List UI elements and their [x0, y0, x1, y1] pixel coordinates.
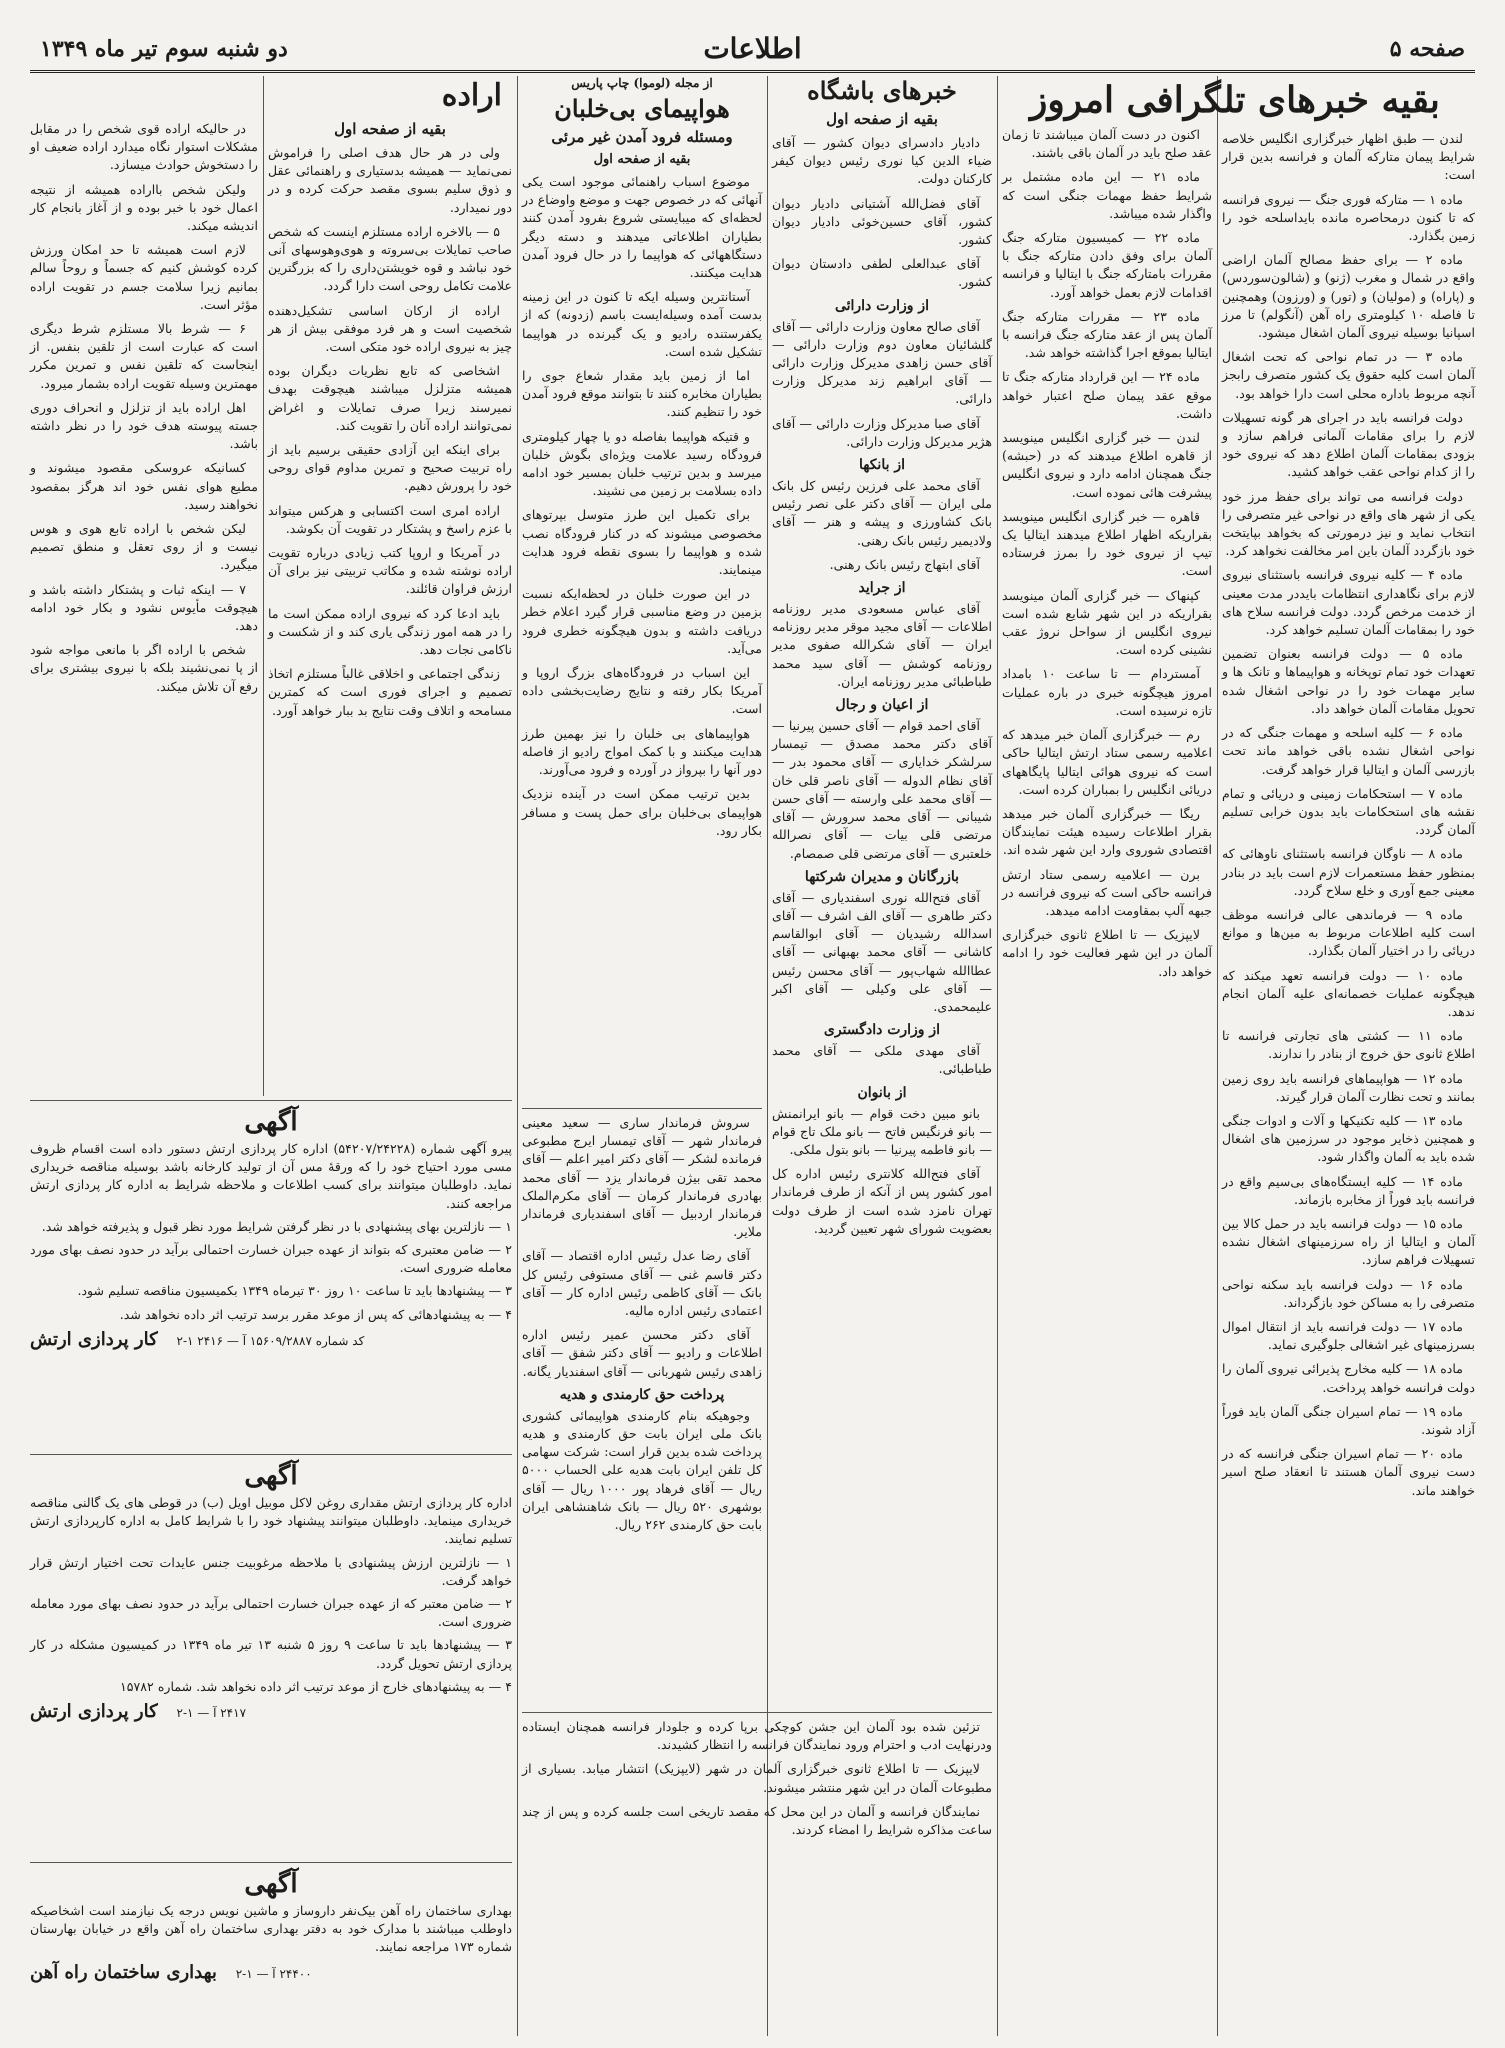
column-telegraph-2	[1002, 126, 1212, 2036]
column-bottom-middle	[522, 1718, 992, 2036]
paragraph: ماده ۷ — استحکامات زمینی و دریائی و تمام نقشه های استحکامات باید بدون خرابی تسلیم آلمان گردد.	[1222, 785, 1475, 838]
paragraph: آقای رضا عدل رئیس اداره اقتصاد — آقای دکتر قاسم غنی — آقای مستوفی رئیس کل بانک — آقای کاظمی رئیس اداره کار — آقای اعتمادی رئیس اداره مالیه.	[522, 1248, 762, 1319]
paragraph: آقای فتح‌الله کلانتری رئیس اداره کل امور کشور پس از آنکه از طرف فرماندار تهران نامزد شده است از طرف دولت بعضویت شورای شهر تعیین گردید.	[772, 1166, 992, 1236]
nobles-heading: از اعیان و رجال	[835, 697, 929, 714]
paragraph: لایپزیک — تا اطلاع ثانوی خبرگزاری آلمان در این شهر فعالیت خود را ادامه خواهد داد.	[1002, 927, 1212, 979]
paragraph: اشخاصی که تابع نظریات دیگران بوده همیشه متزلزل میباشند هیچوقت بهدف نمیرسند زیرا صرف تمایلات و اغراض نمی‌توانند اراده آنان را تقویت کند.	[268, 363, 512, 433]
paragraph: کپنهاک — خبر گزاری آلمان مینویسد بقراریکه در این شهر شایع شده است نیروی انگلیس از سواحل نروژ عقب نشینی کرده است.	[1002, 587, 1212, 658]
column-will	[268, 76, 512, 1096]
paragraph: ۳ — پیشنهادها باید تا ساعت ۱۰ روز ۳۰ تیرماه ۱۳۴۹ بکمیسیون مناقصه تسلیم شود.	[77, 1283, 512, 1299]
paragraph: اداره کار پردازی ارتش مقداری روغن لاکل موبیل اویل (ب) در قوطی های یک گالنی مناقصه خریداری مینماید. داوطلبان میتوانند پیشنهاد خود را با شرایط کامل به اداره کارپردازی ارتش تسلیم نمایند.	[30, 1495, 512, 1547]
paragraph: آقای فتح‌الله نوری اسفندیاری — آقای دکتر طاهری — آقای الف اشرف — آقای اسدالله رشیدیان — آقای ابوالقاسم کاشانی — آقای محمد بهبهانی — آقای عطاالله شهاب‌پور — آقای محسن رئیس — آقای علی وکیلی — آقای اکبر علیمحمدی.	[772, 889, 992, 1014]
paragraph: ماده ۱۷ — دولت فرانسه باید از انتقال اموال بسرزمینهای غیر اشغالی جلوگیری نماید.	[1222, 1318, 1475, 1353]
rights-body	[522, 1407, 762, 1534]
paragraph: سروش فرماندار ساری — سعید معینی فرماندار شهر — آقای تیمسار ایرج مطبوعی فرمانده لشکر — آقای دکتر امیر اعلم — آقای محمد تقی بیژن فرماندار یزد — آقای محمد بهادری فرماندار کرمان — آقای مکرم‌الملک فرماندار اردبیل — آقای اسفندیاری فرماندار ملایر.	[522, 1115, 762, 1240]
paragraph: در این صورت خلبان در لحظه‌ایکه نسبت بزمین در وضع مناسبی قرار گیرد اعلام خطر دریافت داشته و بدون هیچگونه خطری فرود می‌آید.	[522, 586, 762, 656]
paragraph: بهداری ساختمان راه آهن بیک‌نفر دارو‌ساز و ماشین نویس درجه یک نیازمند است اشخاصیکه داوطلب میباشند با مدارک خود به دفتر بهداری ساختمان راه آهن واقع در خیابان بهارستان شماره ۱۷۳ مراجعه نمایند.	[30, 1903, 512, 1955]
paragraph: دادیار دادسرای دیوان کشور — آقای ضیاء الدین کیا نوری رئیس دیوان کیفر کارکنان دولت.	[772, 135, 992, 187]
paragraph: کسانیکه عروسکی مقصود میشوند و مطیع هوای نفس خود اند هرگز بمقصود نخواهند رسید.	[30, 460, 258, 512]
paragraph: ۶ — شرط بالا مستلزم شرط دیگری است که عبارت است از تلقین بنفس. از اینجاست که تلقین نفس و تمرین مکرر مهمترین وسیله تقویت اراده بشمار میرود.	[30, 321, 258, 391]
paragraph: ماده ۱۱ — کشتی های تجارتی فرانسه تا اطلاع ثانوی حق خروج از بنادر را ندارند.	[1222, 1028, 1475, 1062]
paragraph: آقای صبا مدیرکل وزارت دارائی — آقای هژیر مدیرکل وزارت دارائی.	[772, 415, 992, 449]
paragraph: آقای مهدی ملکی — آقای محمد طباطبائی.	[772, 1043, 992, 1077]
justice-body	[772, 1042, 992, 1078]
paragraph: آقای محمد علی فرزین رئیس کل بانک ملی ایران — آقای دکتر علی نصر رئیس بانک کشاورزی و پیشه و هنر — آقای ولادیمیر رئیس بانک رهنی.	[772, 478, 992, 548]
women-heading: از بانوان	[857, 1084, 907, 1101]
ad-block-1	[30, 1104, 512, 1450]
banks-body	[772, 477, 992, 574]
ad-3-body	[30, 1902, 512, 1957]
paragraph: ماده ۸ — ناوگان فرانسه باستثنای ناوهائی که بمنظور حفظ مستعمرات لازم است باید در بنادر معینی جمع آوری و خلع سلاح گردد.	[1222, 846, 1475, 898]
paragraph: ۳ — پیشنهادها باید تا ساعت ۹ روز ۵ شنبه ۱۳ تیر ماه ۱۳۴۹ در کمیسیون مشکله در کار پردازی ارتش تحویل گردد.	[30, 1637, 512, 1671]
ad-3-footer	[30, 1962, 512, 1983]
ad-1-body	[30, 1140, 512, 1324]
ad-1-title: آگهی	[244, 1107, 298, 1137]
page-number: صفحه ۵	[1389, 36, 1465, 62]
paragraph: آقای عباس مسعودی مدیر روزنامه اطلاعات — آقای مجید موقر مدیر روزنامه ایران — آقای شکرالله صفوی مدیر روزنامه کوشش — آقای سید محمد طباطبائی مدیر روزنامه ایران.	[772, 601, 992, 689]
paragraph: آقای احمد قوام — آقای حسین پیرنیا — آقای دکتر محمد مصدق — تیمسار سرلشکر خدایاری — آقای محمود بدر — آقای نظام الدوله — آقای ناصر قلی خان — آقای محمد علی وارسته — آقای حسن شیبانی — آقای محمد سرورش — آقای مرتضی قلی بیات — آقای نصرالله خلعتبری — آقای مرتضی قلی صمصام.	[772, 718, 992, 861]
aviation-source: از مجله (لوموا) چاپ پاریس	[571, 76, 713, 90]
club-subhead: بقیه از صفحه اول	[826, 110, 938, 128]
merchants-heading: بازرگانان و مدیران شرکتها	[804, 868, 960, 885]
ad-3-title: آگهی	[244, 1869, 298, 1899]
paragraph: ۴ — به پیشنهادهای خارج از موعد ترتیب اثر داده نخواهد شد. شماره ۱۵۷۸۲	[119, 1678, 512, 1694]
paragraph: ماده ۱۵ — دولت فرانسه باید در حمل کالا بین آلمان و ایتالیا از راه سرزمینهای اشغال نشده تسهیلات فراهم سازد.	[1222, 1215, 1475, 1268]
paragraph: ۲ — ضامن معتبری که بتواند از عهده جبران خسارت احتمالی برآید در حدود نصف بهای مورد معامله ضروری است.	[30, 1242, 512, 1276]
paragraph: این اسباب در فرودگاه‌های بزرگ اروپا و آمریکا بکار رفته و نتایج رضایت‌بخشی داده است.	[522, 665, 762, 717]
paragraph: ماده ۱۲ — هواپیماهای فرانسه باید روی زمین بمانند و تحت نظارت آلمان قرار گیرند.	[1222, 1070, 1475, 1104]
column-appointments	[522, 1114, 762, 1704]
paragraph: ماده ۲۳ — مقررات متارکه جنگ آلمان پس از عقد متارکه جنگ فرانسه با ایتالیا بموقع اجرا گذاشته خواهد شد.	[1002, 308, 1212, 361]
women-body	[772, 1105, 992, 1238]
paragraph: شخص با اراده اگر با مانعی مواجه شود از پا نمی‌نشیند بلکه با نیروی بیشتری برای رفع آن تلاش میکند.	[30, 642, 258, 694]
paragraph: برای تکمیل این طرز متوسل بپرتوهای مخصوصی میشوند که در کنار فرودگاه نصب شده و هواپیما را بسوی نقطه فرود هدایت مینمایند.	[522, 507, 762, 578]
paragraph: آقای فضل‌الله آشتیانی دادیار دیوان کشور، آقای حسین‌خوئی دادیار دیوان کشور.	[772, 195, 992, 248]
ad-block-2	[30, 1458, 512, 1858]
telegraph-headline: بقیه خبرهای تلگرافی امروز	[1030, 79, 1440, 121]
telegraph-body	[1222, 130, 1475, 1500]
paragraph: ماده ۲۴ — این قرارداد متارکه جنگ تا موقع عقد پیمان صلح اعتبار خواهد داشت.	[1002, 369, 1212, 421]
column-aviation	[522, 76, 762, 1106]
ad-2-signature: کار پردازی ارتش	[30, 1701, 158, 1723]
masthead	[30, 30, 1475, 73]
paragraph: ۴ — به پیشنهادهائی که پس از موعد مقرر برسد ترتیب اثر داده نخواهد شد.	[119, 1306, 512, 1322]
finance-body	[772, 318, 992, 451]
paragraph: هواپیماهای بی خلبان را نیز بهمین طرز هدایت میکنند و با کمک امواج رادیو از فاصله دور آنها را بپرواز در آورده و فرود می‌آورند.	[522, 725, 762, 778]
paragraph: پیرو آگهی شماره (۵۴۲۰۷/۲۴۲۲۸) اداره کار پردازی ارتش دستور داده است اقسام ظروف مسی مورد احتیاج خود را که ورقهٔ مس آن از تولید کارخانه باشد بوسیله مناقصه خریداری نماید. داوطلبان میتوانند برای کسب اطلاعات و ملاحظه شرایط به اداره کار پردازی ارتش مراجعه کنند.	[30, 1141, 513, 1211]
paragraph: لندن — خبر گزاری انگلیس مینویسد از قاهره اطلاع میدهند که در (حبشه) جنگ همچنان ادامه دارد و نیروی انگلیس پیشرفت هائی نموده است.	[1002, 430, 1212, 500]
paragraph: دولت فرانسه باید در اجرای هر گونه تسهیلات لازم را برای مقامات آلمانی فراهم سازد و بزودی بمقامات آلمان اطلاع دهد که نیروی خود را از کدام نواحی عقب خواهد کشید.	[1222, 409, 1475, 480]
press-body	[772, 600, 992, 691]
will-body-a	[268, 144, 512, 720]
paragraph: نمایندگان فرانسه و آلمان در این محل که مقصد تاریخی است جلسه کرده و پس از چند ساعت مذاکره شرایط را امضاء کردند.	[522, 1803, 992, 1838]
paragraph: رم — خبرگزاری آلمان خبر میدهد که اعلامیه رسمی ستاد ارتش ایتالیا حاکی است که نیروی هوائی ایتالیا پایگاههای دریائی انگلیس را بمباران کرده است.	[1002, 727, 1212, 797]
paragraph: بانو مبین دخت قوام — بانو ایرانمنش — بانو فرنگیس فاتح — بانو ملک تاج قوام — بانو فاطمه پیرنیا — بانو بتول ملکی.	[772, 1105, 992, 1157]
paragraph: اما از زمین باید مقدار شعاع جوی را بطیاران مخابره کنند تا بتوانند موقع فرود آمدن خود را تنظیم کنند.	[522, 368, 762, 420]
paragraph: ریگا — خبرگزاری آلمان خبر میدهد بقرار اطلاعات رسیده هیئت نمایندگان اقتصادی شوروی وارد این شهر شده اند.	[1002, 805, 1212, 858]
paragraph: لیکن شخص با اراده تابع هوی و هوس نیست و از روی تعقل و منطق تصمیم میگیرد.	[30, 521, 258, 573]
ad-2-footer	[30, 1701, 512, 1722]
paragraph: در حالیکه اراده قوی شخص را در مقابل مشکلات استوار نگاه میدارد اراده ضعیف او را دستخوش حوادث میسازد.	[30, 121, 258, 173]
paragraph: ۱ — نازلترین ارزش پیشنهادی با ملاحظه مرغوبیت جنس عایدات تحت اختیار ارتش قرار خواهد گرفت.	[30, 1554, 512, 1588]
paragraph: بدین ترتیب ممکن است در آینده نزدیک هواپیمای بی‌خلبان برای حمل پست و مسافر بکار رود.	[522, 786, 762, 838]
paragraph: آستانترین وسیله ایکه تا کنون در این زمینه بدست آمده وسیله‌ایست باسم (زدونه) که از یکفرستنده رادیو و یک گیرنده در هواپیما تشکیل شده است.	[522, 289, 762, 359]
paragraph: ماده ۲ — برای حفظ مصالح آلمان اراضی واقع در شمال و مغرب (ژنو) و (شالون‌سوردس) و (پاراه) و (مولیان) و (تور) و (ورزون) وهمچنین تا فاصله ۱۰ کیلومتری راه آهن (آنگولم) تا مرز اسپانیا بوسیله نیروی آلمان اشغال میشود.	[1222, 252, 1475, 341]
finance-heading: از وزارت دارائی	[834, 297, 930, 314]
paragraph: آقای ابتهاج رئیس بانک رهنی.	[829, 556, 980, 572]
ad-3-ref: ۲۴۴۰۰ آ — ۱-۲	[235, 1966, 312, 1981]
aviation-subhead-2: بقیه از صفحه اول	[593, 152, 691, 167]
bottom-middle-body	[522, 1718, 992, 1839]
paper-name: اطلاعات	[703, 32, 802, 65]
paragraph: ماده ۶ — کلیه اسلحه و مهمات جنگی که در نواحی اشغال نشده باقی خواهد ماند تحت بازرسی آلمان و ایتالیا قرار خواهد گرفت.	[1222, 725, 1475, 777]
paragraph: آقای دکتر محسن عمیر رئیس اداره اطلاعات و رادیو — آقای دکتر شفق — آقای زاهدی رئیس شهربانی — آقای اسفندیار یگانه.	[522, 1327, 762, 1379]
paragraph: لندن — طبق اظهار خبرگزاری انگلیس خلاصه شرایط پیمان متارکه آلمان و فرانسه بدین قرار است:	[1222, 131, 1475, 183]
paragraph: دولت فرانسه می تواند برای حفظ مرز خود یکی از شهر های واقع در نواحی غیر متصرفی را انتخاب نماید و نیز درمورتی که بخواهد بپایتخت خود بازگردد آلمان باین امر مخالفت نخواهد کرد.	[1222, 488, 1475, 559]
ad-3-signature: بهداری ساختمان راه آهن	[30, 1961, 217, 1983]
paragraph: وجوهیکه بنام کارمندی هواپیمائی کشوری بانک ملی ایران بابت حق کارمندی و هدیه پرداخت شده بدین قرار است: شرکت سهامی کل تلفن ایران بابت هدیه علی الحساب ۵۰۰۰ ریال — آقای فرهاد پور ۱۰۰۰ ریال — آقای بوشهری ۵۲۰ ریال — بانک شاهنشاهی ایران بابت حق کارمندی ۲۶۲ ریال.	[522, 1407, 762, 1533]
justice-heading: از وزارت دادگستری	[823, 1022, 941, 1039]
paragraph: ماده ۱۳ — کلیه تکنیکها و آلات و ادوات جنگی و همچنین ذخایر موجود در سرزمین های اشغال شده باید به آلمان واگذار شود.	[1222, 1112, 1475, 1165]
paragraph: آقای صالح معاون وزارت دارائی — آقای گلشائیان معاون دوم وزارت دارائی — آقای حسن زاهدی مدیرکل وزارت دارائی — آقای ابراهیم زند مدیرکل وزارت دارائی.	[772, 318, 992, 407]
will-headline: اراده	[441, 78, 502, 113]
paragraph: ماده ۲۱ — این ماده مشتمل بر شرایط حفظ مهمات جنگی است که واگذار شده میباشد.	[1002, 169, 1212, 221]
paragraph: اراده از ارکان اساسی تشکیل‌دهنده شخصیت است و هر فرد موفقی بیش از هر چیز به نیروی اراده خود متکی است.	[268, 302, 512, 355]
paragraph: اهل اراده باید از تزلزل و انحراف دوری جسته پیوسته هدف خود را در نظر داشته باشد.	[30, 399, 258, 452]
paragraph: آمستردام — تا ساعت ۱۰ بامداد امروز هیچگونه خبری در باره عملیات تازه نرسیده است.	[1002, 666, 1212, 718]
paragraph: لایپزیک — تا اطلاع ثانوی خبرگزاری آلمان در شهر (لایپزیک) انتشار میابد. بسیاری از مطبوعات آلمان در این شهر منتشر میشوند.	[522, 1761, 992, 1795]
press-heading: از جراید	[858, 580, 906, 597]
aviation-headline: هواپیمای بی‌خلبان	[554, 94, 730, 123]
paragraph: ۱ — نازلترین بهای پیشنهادی با در نظر گرفتن شرایط مورد نظر قبول و پذیرفته خواهد شد.	[41, 1218, 512, 1234]
paragraph: قاهره — خبر گزاری انگلیس مینویسد بقراریکه اظهار اطلاع میدهند ایتالیا یک تیپ از نیروی خود را بمرز فرستاده است.	[1002, 508, 1212, 579]
ad-2-body	[30, 1494, 512, 1696]
ad-1-signature: کار پردازی ارتش	[30, 1328, 158, 1350]
appointments-body	[522, 1114, 762, 1381]
paragraph: ماده ۵ — دولت فرانسه بعنوان تضمین تعهدات خود تمام توپخانه و هواپیماها و تانک ها و سایر مهمات خود را در نواحی اشغال شده تحویل مقامات آلمان خواهد داد.	[1222, 646, 1475, 716]
club-headline: خبرهای باشگاه	[807, 76, 957, 105]
paragraph: ماده ۱ — متارکه فوری جنگ — نیروی فرانسه که تا کنون درمحاصره مانده بایداسلحه خود را زمین بگذارد.	[1222, 191, 1475, 244]
ad-1-ref: کد شماره ۱۵۶۰۹/۲۸۸۷ آ — ۲۴۱۶ ۱-۲	[176, 1333, 365, 1348]
ad-2-ref: ۲۴۱۷ آ — ۱-۲	[176, 1706, 247, 1721]
paragraph: لازم است همیشه تا حد امکان ورزش کرده کوشش کنیم که جسماً و روحاً سالم بمانیم زیرا سلامت جسم در تقویت اراده مؤثر است.	[30, 242, 258, 312]
paragraph: زندگی اجتماعی و اخلاقی غالباً مستلزم اتخاذ تصمیم و اجرای فوری است که کمترین مسامحه و اتلاف وقت نتایج بد ببار خواهد آورد.	[268, 666, 512, 718]
paragraph: و قتیکه هواپیما بفاصله دو یا چهار کیلومتری فرودگاه رسید علامت ویژه‌ای بگوش خلبان میرسد و بدین ترتیب خلبان بمسیر خود ادامه داده بسلامت بر زمین می نشیند.	[522, 428, 762, 499]
will-subhead: بقیه از صفحه اول	[334, 120, 446, 138]
paragraph: برن — اعلامیه رسمی ستاد ارتش فرانسه حاکی است که نیروی فرانسه در جبهه آلپ بمقاومت ادامه میدهد.	[1002, 866, 1212, 918]
nobles-body	[772, 717, 992, 863]
aviation-body	[522, 173, 762, 840]
will-body-b	[30, 120, 258, 696]
paragraph: ۲ — ضامن معتبر که از عهده جبران خسارت احتمالی برآید در حدود نصف بهای مورد معامله ضروری است.	[30, 1596, 512, 1630]
paragraph: در آمریکا و اروپا کتب زیادی درباره تقویت اراده نوشته شده و مکاتب تربیتی نیز برای آن ارزش فراوان قائلند.	[268, 545, 512, 597]
paragraph: ماده ۹ — فرماندهی عالی فرانسه موظف است کلیه اطلاعات مربوط به مین‌ها و موانع دریائی را در اختیار آلمان بگذارد.	[1222, 906, 1475, 959]
paragraph: ماده ۱۸ — کلیه مخارج پذیرائی نیروی آلمان را دولت فرانسه خواهد پرداخت.	[1222, 1361, 1475, 1395]
paragraph: تزئین شده بود آلمان این جشن کوچکی برپا کرده و جلودار فرانسه همچنان ایستاده ودرنهایت ادب و احترام ورود نمایندگان فرانسه را انتظار کشیدند.	[522, 1719, 992, 1753]
paragraph: اراده امری است اکتسابی و هرکس میتواند با عزم راسخ و پشتکار در تقویت آن بکوشد.	[268, 502, 512, 536]
paragraph: ولی در هر حال هدف اصلی را فراموش نمی‌نماید — همیشه بدستیاری و راهنمائی عقل و ذوق سلیم بسوی مقصد حرکت کرده و در دور نمیدارد.	[268, 145, 512, 215]
paragraph: ماده ۱۰ — دولت فرانسه تعهد میکند که هیچگونه عملیات خصمانه‌ای علیه آلمان انجام ندهد.	[1222, 967, 1475, 1019]
column-will-2	[30, 120, 258, 1096]
aviation-subhead: ومسئله فرود آمدن غیر مرئی	[551, 128, 733, 146]
paragraph: آقای عبدالعلی لطفی دادستان دیوان کشور.	[772, 256, 992, 290]
merchants-body	[772, 889, 992, 1016]
paragraph: ماده ۲۰ — تمام اسیران جنگی فرانسه که در دست نیروی آلمان هستند تا انعقاد صلح اسیر خواهند ماند.	[1222, 1446, 1475, 1498]
ad-block-3	[30, 1866, 512, 2036]
paragraph: ماده ۳ — در تمام نواحی که تحت اشغال آلمان است کلیه حقوق یک کشور متصرف رابجز آنچه مربوط باداره محلی است دارا خواهد بود.	[1222, 349, 1475, 401]
banks-heading: از بانکها	[858, 457, 906, 474]
paragraph: ماده ۱۶ — دولت فرانسه باید سکنه نواحی متصرفی را به مساکن خود بازگرداند.	[1222, 1276, 1475, 1310]
ad-1-footer	[30, 1329, 512, 1350]
rights-heading: پرداخت حق کارمندی و هدیه	[559, 1386, 725, 1403]
paragraph: اکنون در دست آلمان میباشند تا زمان عقد صلح باید در آلمان باقی باشند.	[1002, 127, 1212, 161]
paragraph: ۵ — بالاخره اراده مستلزم اینست که شخص صاحب تمایلات بی‌سرو‌ته و هوی‌وهوسهای آنی خود نباشد و قوه خویشتن‌داری را که بزرگترین علامت تکامل روحی است دارا گردد.	[268, 223, 512, 294]
paragraph: ۷ — اینکه ثبات و پشتکار داشته باشد و هیچوقت مأیوس نشود و بکار خود ادامه دهد.	[30, 581, 258, 634]
telegraph2-body	[1002, 126, 1212, 981]
paragraph: موضوع اسباب راهنمائی موجود است یکی آنهائی که در خصوص جهت و موضع واوضاع در لحظه‌ای که میبایستی شروع بفرود آمدن کنند بطیاران اطلاعاتی میدهند و دسته دیگر دستگاههائی که هواپیما را در حال فرود آمدن هدایت میکنند.	[522, 174, 762, 281]
issue-date: دو شنبه سوم تیر ماه ۱۳۴۹	[40, 36, 288, 62]
paragraph: ولیکن شخص بااراده همیشه از نتیجه اعمال خود با خبر بوده و از آغاز بانجام کار اندیشه میکند.	[30, 181, 258, 234]
paragraph: ماده ۴ — کلیه نیروی فرانسه باستثنای نیروی لازم برای نگاهداری انتظامات بایددر مدت معینی از خدمت مرخص گردد. دولت فرانسه سلاح های خود را بمقامات آلمان تسلیم خواهد کرد.	[1222, 567, 1475, 638]
club-body	[772, 134, 992, 292]
ad-2-title: آگهی	[244, 1461, 298, 1491]
paragraph: باید ادعا کرد که نیروی اراده ممکن است ما را در همه امور زندگی یاری کند و از شکست و ناکامی نجات دهد.	[268, 605, 512, 658]
paragraph: برای اینکه این آزادی حقیقی برسیم باید از راه تربیت صحیح و تمرین مداوم قوای روحی خود را پرورش دهیم.	[268, 442, 512, 494]
paragraph: ماده ۱۹ — تمام اسیران جنگی آلمان باید فوراً آزاد شوند.	[1222, 1403, 1475, 1437]
paragraph: ماده ۱۴ — کلیه ایستگاه‌های بی‌سیم واقع در فرانسه باید فوراً از مخابره بازماند.	[1222, 1173, 1475, 1207]
paragraph: ماده ۲۲ — کمیسیون متارکه جنگ آلمان برای وفق دادن متارکه جنگ با مقررات بامتارکه جنگ با ایتالیا و فرانسه اقدامات لازم بعمل خواهد آورد.	[1002, 230, 1212, 300]
